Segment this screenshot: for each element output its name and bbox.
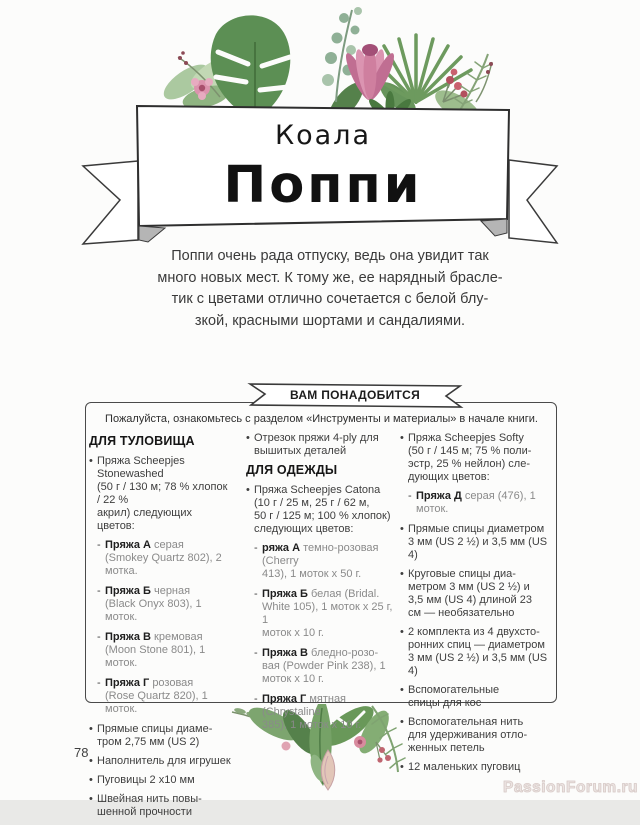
- animal-type-title: Коала: [274, 120, 372, 151]
- materials-column: [89, 432, 231, 825]
- materials-item: [246, 484, 393, 536]
- materials-item-text: Круговые спицы диа- метром 3 мм (US 2 ½) и 3,5 мм (US 4) длиной 23 см — необязательно: [408, 568, 532, 619]
- page-number: 78: [74, 745, 89, 760]
- materials-item-text: Пряжа Г мятная (Chrystaline 385), 1 моток х 10 г.: [262, 693, 362, 731]
- ribbon-tail-right: [509, 160, 557, 243]
- materials-item-text: Пряжа Scheepjes Stonewashed (50 г / 130 м; 78 % хлопок / 22 % акрил) следующих цветов:: [97, 455, 228, 532]
- bullet-icon: •: [400, 568, 404, 580]
- materials-item-text: Пряжа Scheepjes Catona (10 г / 25 м, 25 г / 62 м, 50 г / 125 м; 100 % хлопок) следующих цветов:: [254, 484, 391, 535]
- bullet-icon: •: [89, 755, 93, 767]
- materials-item-text: Пряжа Г розовая (Rose Quartz 820), 1 моток.: [105, 677, 208, 715]
- materials-item-text: Вспомогательная нить для удерживания отло- женных петель: [408, 716, 528, 754]
- bullet-icon: •: [246, 484, 250, 496]
- materials-item: [400, 523, 552, 562]
- materials-item: [400, 626, 552, 678]
- dash-icon: -: [97, 585, 101, 597]
- needs-ribbon-label: ВАМ ПОНАДОБИТСЯ: [289, 388, 421, 402]
- materials-item: [89, 774, 231, 787]
- materials-item: [400, 761, 552, 774]
- materials-column: [246, 432, 393, 739]
- materials-item-text: Прямые спицы диаме- тром 2,75 мм (US 2): [97, 723, 213, 748]
- materials-item: [400, 432, 552, 484]
- dash-icon: -: [97, 539, 101, 551]
- materials-item-text: 12 маленьких пуговиц: [408, 761, 521, 773]
- dash-icon: -: [254, 693, 258, 705]
- materials-item: [400, 684, 552, 710]
- materials-item-text: Пряжа В бледно-розо- вая (Powder Pink 238), 1 моток х 10 г.: [262, 647, 386, 685]
- dash-icon: -: [254, 647, 258, 659]
- materials-item: [400, 716, 552, 755]
- bullet-icon: •: [400, 626, 404, 638]
- materials-item: [254, 647, 393, 686]
- bullet-icon: •: [400, 523, 404, 535]
- materials-item-text: Пряжа В кремовая (Moon Stone 801), 1 моток.: [105, 631, 206, 669]
- bullet-icon: •: [89, 774, 93, 786]
- bullet-icon: •: [400, 432, 404, 444]
- column-header: ДЛЯ ТУЛОВИЩА: [89, 434, 195, 448]
- materials-item-text: ряжа А темно-розовая (Cherry 413), 1 моток х 50 г.: [262, 542, 379, 580]
- materials-item-text: Пуговицы 2 х10 мм: [97, 774, 195, 786]
- materials-item: [89, 455, 231, 533]
- bullet-icon: •: [89, 723, 93, 735]
- materials-item-text: Пряжа А серая (Smokey Quartz 802), 2 мотка.: [105, 539, 222, 577]
- materials-item-text: Пряжа Д серая (476), 1 моток.: [416, 490, 536, 515]
- materials-item: [408, 490, 552, 516]
- bullet-icon: •: [400, 684, 404, 696]
- materials-item: [97, 677, 231, 716]
- materials-item: [97, 539, 231, 578]
- bullet-icon: •: [246, 432, 250, 444]
- materials-item-text: Прямые спицы диаметром 3 мм (US 2 ½) и 3,5 мм (US 4): [408, 523, 548, 561]
- intro-line: зкой, красными шортами и сандалиями.: [194, 312, 466, 329]
- materials-item: [89, 723, 231, 749]
- bullet-icon: •: [89, 793, 93, 805]
- intro-line: много новых мест. К тому же, ее нарядный брасле-: [157, 269, 503, 286]
- bullet-icon: •: [400, 761, 404, 773]
- materials-item-text: Швейная нить повы- шенной прочности: [97, 793, 202, 818]
- intro-paragraph: [130, 246, 530, 332]
- materials-item: [89, 755, 231, 768]
- dash-icon: -: [97, 677, 101, 689]
- materials-item-text: Отрезок пряжи 4-ply для вышитых деталей: [254, 432, 379, 457]
- materials-note: Пожалуйста, ознакомьтесь с разделом «Инструменты и материалы» в начале книги.: [105, 413, 538, 425]
- materials-item: [254, 542, 393, 581]
- materials-item-text: Наполнитель для игрушек: [97, 755, 231, 767]
- ribbon-fold-left: [139, 226, 165, 242]
- materials-column: [400, 432, 552, 780]
- materials-item: [254, 693, 393, 732]
- ribbon-fold-right: [481, 219, 507, 236]
- dash-icon: -: [254, 542, 258, 554]
- ribbon-tail-left: [83, 161, 138, 244]
- materials-item-text: Вспомогательные спицы для кос: [408, 684, 500, 709]
- bullet-icon: •: [400, 716, 404, 728]
- materials-item-text: Пряжа Scheepjes Softy (50 г / 145 м; 75 % поли- эстр, 25 % нейлон) сле- дующих цветов:: [408, 432, 532, 483]
- character-name-title: Поппи: [223, 156, 423, 215]
- dash-icon: -: [254, 588, 258, 600]
- materials-item: [246, 432, 393, 458]
- intro-line: Поппи очень рада отпуску, ведь она увидит так: [171, 248, 489, 264]
- materials-item: [89, 793, 231, 819]
- materials-item: [97, 631, 231, 670]
- materials-item-text: Пряжа Б черная (Black Onyx 803), 1 моток.: [105, 585, 202, 623]
- materials-item: [97, 585, 231, 624]
- intro-line: тик с цветами отлично сочетается с белой блу-: [171, 291, 489, 307]
- bullet-icon: •: [89, 455, 93, 467]
- materials-item-text: Пряжа Б белая (Bridal. White 105), 1 моток х 25 г, 1 моток х 10 г.: [262, 588, 393, 639]
- materials-item-text: 2 комплекта из 4 двухсто- ронних спиц — диаметром 3 мм (US 2 ½) и 3,5 мм (US 4): [408, 626, 548, 677]
- column-header: ДЛЯ ОДЕЖДЫ: [246, 463, 338, 477]
- materials-item: [400, 568, 552, 620]
- dash-icon: -: [408, 490, 412, 502]
- watermark: PassionForum.ru: [503, 779, 638, 796]
- materials-item: [254, 588, 393, 640]
- dash-icon: -: [97, 631, 101, 643]
